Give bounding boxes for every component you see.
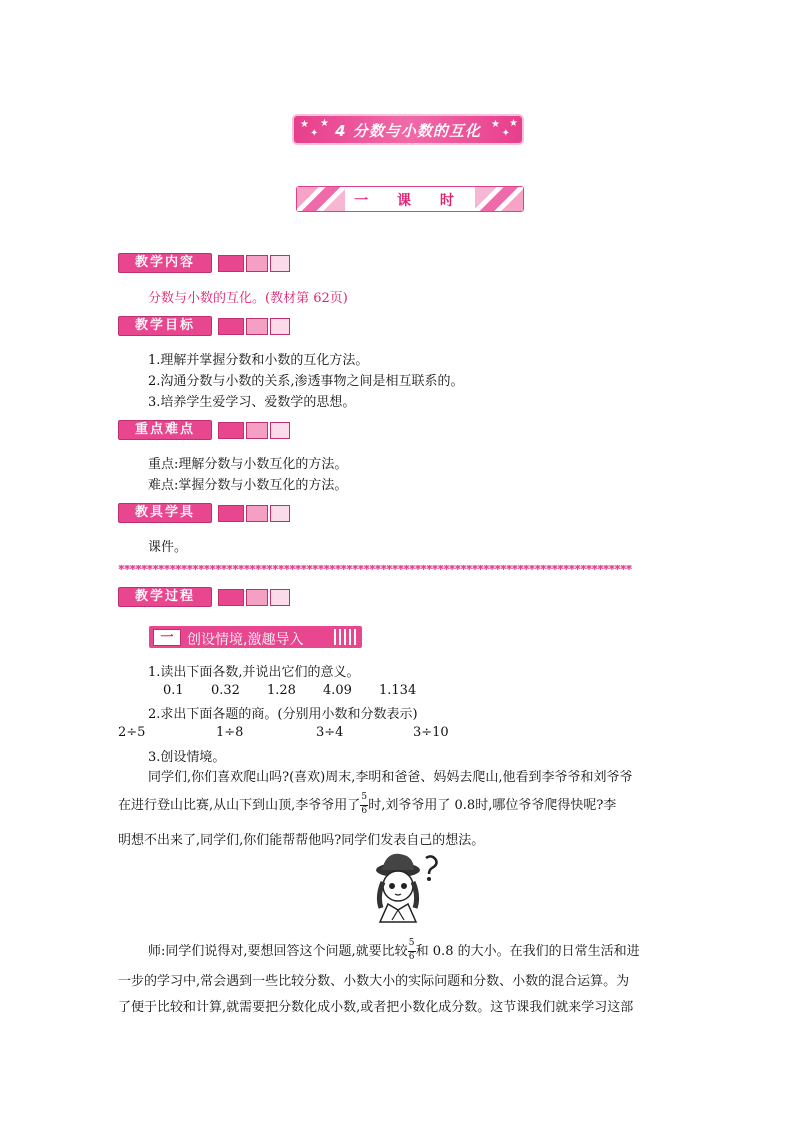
paragraph-line: 了便于比较和计算,就需要把分数化成小数,或者把小数化成分数。这节课我们就来学习这部	[118, 1000, 634, 1015]
paragraph-line: 同学们,你们喜欢爬山吗?(喜欢)周末,李明和爸爸、妈妈去爬山,他看到李爷爷和刘爷爷	[148, 770, 633, 785]
star-icon: ★	[300, 119, 309, 130]
thinking-girl-illustration	[368, 852, 442, 928]
section-label: 重点难点	[118, 420, 212, 440]
dotted-divider: ✱✱✱✱✱✱✱✱✱✱✱✱✱✱✱✱✱✱✱✱✱✱✱✱✱✱✱✱✱✱✱✱✱✱✱✱✱✱✱✱✱✱✱✱✱✱✱✱✱✱✱✱✱✱✱✱✱✱✱✱✱✱✱✱✱✱✱✱✱✱✱✱✱✱✱✱✱✱✱✱✱✱✱✱✱✱✱✱✱✱	[118, 565, 632, 571]
paragraph-line: 明想不出来了,同学们,你们能帮帮他吗?同学们发表自己的想法。	[118, 833, 485, 848]
star-icon: ✦	[501, 128, 510, 139]
division-item: 3÷4	[316, 725, 344, 740]
number-item: 0.32	[211, 683, 240, 698]
content-text: 分数与小数的互化。(教材第 62页)	[148, 291, 348, 306]
chapter-title: 4 分数与小数的互化	[335, 122, 481, 140]
division-item: 2÷5	[118, 725, 146, 740]
division-item: 1÷8	[216, 725, 244, 740]
lesson-bar	[296, 186, 524, 212]
star-icon: ✦	[310, 128, 319, 139]
star-icon: ★	[509, 118, 518, 129]
number-item: 1.134	[379, 683, 417, 698]
section-label: 教学过程	[118, 587, 212, 607]
number-item: 4.09	[323, 683, 352, 698]
star-icon: ★	[320, 118, 329, 129]
number-item: 0.1	[163, 683, 184, 698]
section-header-goals	[118, 316, 294, 336]
step-number: 一	[153, 629, 181, 646]
number-item: 1.28	[267, 683, 296, 698]
section-label: 教学内容	[118, 253, 212, 273]
star-icon: ★	[491, 119, 500, 130]
decorative-stripes	[334, 629, 358, 645]
step-title: 创设情境,激趣导入	[187, 632, 304, 648]
step-header	[149, 626, 362, 648]
question-2: 2.求出下面各题的商。(分别用小数和分数表示)	[148, 707, 418, 722]
paragraph-line: 师:同学们说得对,要想回答这个问题,就要比较 $\frac{5}{6}$ 和 0.8 的大小。在我们的日常生活和进	[148, 937, 640, 962]
goal-item: 1.理解并掌握分数和小数的互化方法。	[148, 353, 369, 368]
key-item: 重点:理解分数与小数互化的方法。	[148, 457, 348, 472]
section-header-tools	[118, 503, 294, 523]
section-header-key	[118, 420, 294, 440]
goal-item: 3.培养学生爱学习、爱数学的思想。	[148, 395, 356, 410]
division-item: 3÷10	[413, 725, 449, 740]
paragraph-line: 在进行登山比赛,从山下到山顶,李爷爷用了 $\frac{5}{6}$ 时,刘爷爷用了 0.8时,哪位爷爷爬得快呢?李	[118, 791, 617, 816]
section-header-process	[118, 587, 294, 607]
chapter-title-banner	[294, 116, 522, 143]
goal-item: 2.沟通分数与小数的关系,渗透事物之间是相互联系的。	[148, 374, 464, 389]
fraction: $\frac{5}{6}$	[361, 791, 368, 816]
section-header-content	[118, 253, 294, 273]
key-item: 难点:掌握分数与小数互化的方法。	[148, 478, 348, 493]
question-3: 3.创设情境。	[148, 750, 226, 765]
lesson-label: 一 课 时	[354, 193, 466, 209]
fraction: $\frac{5}{6}$	[408, 937, 415, 962]
question-1: 1.读出下面各数,并说出它们的意义。	[148, 665, 360, 680]
section-label: 教具学具	[118, 503, 212, 523]
paragraph-line: 一步的学习中,常会遇到一些比较分数、小数大小的实际问题和分数、小数的混合运算。为	[118, 974, 630, 989]
section-label: 教学目标	[118, 316, 212, 336]
tools-text: 课件。	[148, 540, 188, 555]
